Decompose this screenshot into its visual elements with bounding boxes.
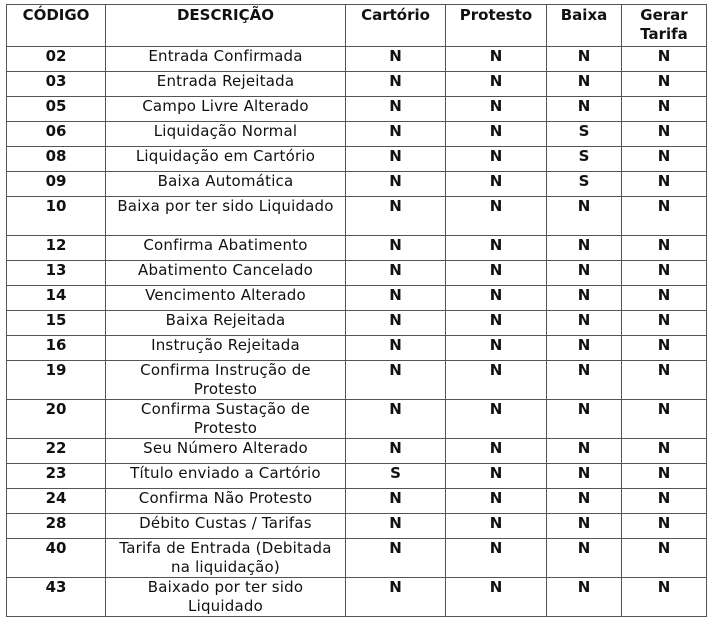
cell-gerar-tarifa: N (622, 122, 707, 147)
cell-baixa: N (547, 439, 622, 464)
cell-baixa: N (547, 286, 622, 311)
cell-cartorio: N (346, 578, 446, 617)
cell-codigo: 14 (7, 286, 106, 311)
cell-protesto: N (446, 361, 547, 400)
cell-baixa: S (547, 147, 622, 172)
table-row (7, 489, 707, 514)
cell-cartorio: N (346, 172, 446, 197)
cell-codigo: 19 (7, 361, 106, 400)
cell-baixa: S (547, 122, 622, 147)
cell-descricao: Seu Número Alterado (106, 439, 346, 464)
cell-gerar-tarifa: N (622, 72, 707, 97)
cell-baixa: N (547, 400, 622, 439)
cell-descricao: Baixa Rejeitada (106, 311, 346, 336)
cell-protesto: N (446, 400, 547, 439)
cell-descricao: Entrada Rejeitada (106, 72, 346, 97)
cell-codigo: 10 (7, 197, 106, 236)
cell-protesto: N (446, 147, 547, 172)
header-cartorio: Cartório (346, 5, 446, 47)
cell-gerar-tarifa: N (622, 172, 707, 197)
cell-gerar-tarifa: N (622, 236, 707, 261)
header-baixa: Baixa (547, 5, 622, 47)
cell-cartorio: N (346, 539, 446, 578)
cell-descricao: Vencimento Alterado (106, 286, 346, 311)
cell-baixa: N (547, 197, 622, 236)
cell-protesto: N (446, 261, 547, 286)
table-row (7, 147, 707, 172)
cell-cartorio: N (346, 147, 446, 172)
table-row (7, 578, 707, 617)
cell-baixa: N (547, 261, 622, 286)
header-row (7, 5, 707, 47)
cell-cartorio: N (346, 47, 446, 72)
cell-baixa: S (547, 172, 622, 197)
table-row (7, 539, 707, 578)
cell-codigo: 03 (7, 72, 106, 97)
cell-codigo: 16 (7, 336, 106, 361)
cell-codigo: 40 (7, 539, 106, 578)
cell-cartorio: N (346, 311, 446, 336)
table-row (7, 400, 707, 439)
cell-gerar-tarifa: N (622, 286, 707, 311)
table-row (7, 172, 707, 197)
cell-gerar-tarifa: N (622, 311, 707, 336)
cell-protesto: N (446, 286, 547, 311)
cell-descricao: Liquidação em Cartório (106, 147, 346, 172)
table-row (7, 361, 707, 400)
cell-codigo: 13 (7, 261, 106, 286)
cell-baixa: N (547, 336, 622, 361)
cell-baixa: N (547, 514, 622, 539)
cell-codigo: 08 (7, 147, 106, 172)
table-row (7, 311, 707, 336)
cell-baixa: N (547, 236, 622, 261)
cell-cartorio: S (346, 464, 446, 489)
cell-descricao: Título enviado a Cartório (106, 464, 346, 489)
cell-baixa: N (547, 47, 622, 72)
header-protesto: Protesto (446, 5, 547, 47)
table-row (7, 72, 707, 97)
cell-protesto: N (446, 236, 547, 261)
cell-protesto: N (446, 439, 547, 464)
cell-baixa: N (547, 464, 622, 489)
table-row (7, 261, 707, 286)
cell-gerar-tarifa: N (622, 514, 707, 539)
table-row (7, 197, 707, 236)
cell-cartorio: N (346, 72, 446, 97)
cell-codigo: 12 (7, 236, 106, 261)
cell-gerar-tarifa: N (622, 539, 707, 578)
cell-codigo: 15 (7, 311, 106, 336)
cell-cartorio: N (346, 286, 446, 311)
cell-descricao: Baixa Automática (106, 172, 346, 197)
cell-baixa: N (547, 489, 622, 514)
cell-codigo: 02 (7, 47, 106, 72)
cell-gerar-tarifa: N (622, 361, 707, 400)
cell-gerar-tarifa: N (622, 261, 707, 286)
cell-cartorio: N (346, 489, 446, 514)
header-descricao: DESCRIÇÃO (106, 5, 346, 47)
cell-descricao: Instrução Rejeitada (106, 336, 346, 361)
cell-cartorio: N (346, 261, 446, 286)
occurrence-codes-table (6, 4, 707, 617)
cell-gerar-tarifa: N (622, 578, 707, 617)
cell-protesto: N (446, 172, 547, 197)
cell-descricao: Confirma Não Protesto (106, 489, 346, 514)
cell-descricao: Confirma Sustação de Protesto (106, 400, 346, 439)
table-row (7, 286, 707, 311)
table-container (6, 4, 706, 617)
cell-baixa: N (547, 72, 622, 97)
cell-codigo: 24 (7, 489, 106, 514)
table-row (7, 122, 707, 147)
cell-descricao: Confirma Abatimento (106, 236, 346, 261)
cell-gerar-tarifa: N (622, 400, 707, 439)
cell-gerar-tarifa: N (622, 489, 707, 514)
table-row (7, 439, 707, 464)
cell-gerar-tarifa: N (622, 47, 707, 72)
cell-protesto: N (446, 197, 547, 236)
table-row (7, 464, 707, 489)
cell-gerar-tarifa: N (622, 147, 707, 172)
cell-descricao: Liquidação Normal (106, 122, 346, 147)
cell-cartorio: N (346, 336, 446, 361)
cell-protesto: N (446, 539, 547, 578)
cell-baixa: N (547, 311, 622, 336)
cell-protesto: N (446, 311, 547, 336)
cell-protesto: N (446, 578, 547, 617)
cell-protesto: N (446, 97, 547, 122)
header-codigo: CÓDIGO (7, 5, 106, 47)
cell-gerar-tarifa: N (622, 464, 707, 489)
cell-descricao: Confirma Instrução de Protesto (106, 361, 346, 400)
table-row (7, 514, 707, 539)
header-gerar-tarifa: Gerar Tarifa (622, 5, 707, 47)
cell-baixa: N (547, 539, 622, 578)
cell-protesto: N (446, 47, 547, 72)
cell-cartorio: N (346, 400, 446, 439)
cell-protesto: N (446, 514, 547, 539)
cell-gerar-tarifa: N (622, 97, 707, 122)
cell-descricao: Campo Livre Alterado (106, 97, 346, 122)
cell-gerar-tarifa: N (622, 336, 707, 361)
cell-codigo: 22 (7, 439, 106, 464)
table-row (7, 47, 707, 72)
cell-protesto: N (446, 336, 547, 361)
cell-cartorio: N (346, 122, 446, 147)
cell-descricao: Débito Custas / Tarifas (106, 514, 346, 539)
cell-cartorio: N (346, 97, 446, 122)
cell-codigo: 20 (7, 400, 106, 439)
cell-gerar-tarifa: N (622, 197, 707, 236)
cell-codigo: 28 (7, 514, 106, 539)
cell-descricao: Entrada Confirmada (106, 47, 346, 72)
cell-protesto: N (446, 72, 547, 97)
cell-codigo: 09 (7, 172, 106, 197)
cell-protesto: N (446, 464, 547, 489)
cell-protesto: N (446, 122, 547, 147)
cell-baixa: N (547, 97, 622, 122)
cell-baixa: N (547, 361, 622, 400)
cell-codigo: 23 (7, 464, 106, 489)
cell-descricao: Baixado por ter sido Liquidado (106, 578, 346, 617)
cell-descricao: Tarifa de Entrada (Debitada na liquidação) (106, 539, 346, 578)
cell-codigo: 43 (7, 578, 106, 617)
cell-gerar-tarifa: N (622, 439, 707, 464)
cell-descricao: Abatimento Cancelado (106, 261, 346, 286)
table-row (7, 236, 707, 261)
table-row (7, 336, 707, 361)
cell-cartorio: N (346, 197, 446, 236)
cell-cartorio: N (346, 236, 446, 261)
table-row (7, 97, 707, 122)
cell-codigo: 05 (7, 97, 106, 122)
cell-cartorio: N (346, 439, 446, 464)
cell-baixa: N (547, 578, 622, 617)
cell-cartorio: N (346, 361, 446, 400)
cell-codigo: 06 (7, 122, 106, 147)
cell-protesto: N (446, 489, 547, 514)
cell-cartorio: N (346, 514, 446, 539)
cell-descricao: Baixa por ter sido Liquidado (106, 197, 346, 236)
